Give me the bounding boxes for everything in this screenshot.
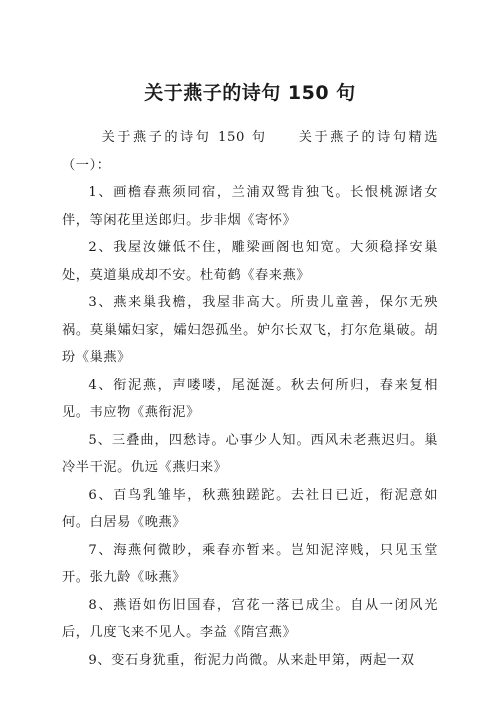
poem-item: 4、衔泥燕，声喽喽，尾涎涎。秋去何所归，春来复相见。韦应物《燕衔泥》: [62, 377, 438, 420]
poem-item: 5、三叠曲，四愁诗。心事少人知。西风未老燕迟归。巢冷半干泥。仇远《燕归来》: [62, 432, 438, 475]
poem-item: 3、燕来巢我檐，我屋非高大。所贵儿童善，保尔无殃祸。莫巢孀妇家，孀妇怨孤坐。妒尔长双飞，打尔危巢破。胡玢《巢燕》: [62, 295, 438, 365]
poem-item: 1、画檐春燕须同宿，兰浦双鸳肯独飞。长恨桃源诸女伴，等闲花里送郎归。步非烟《寄怀》: [62, 185, 438, 228]
poem-item: 2、我屋汝嫌低不住，雕梁画阁也知宽。大须稳择安巢处，莫道巢成却不安。杜荀鹤《春来燕》: [62, 240, 438, 283]
document-body: [62, 124, 438, 674]
document-title: 关于燕子的诗句 150 句: [144, 82, 356, 104]
poem-item: 7、海燕何微眇，乘春亦暂来。岂知泥滓贱，只见玉堂开。张九龄《咏燕》: [62, 542, 438, 585]
poem-item: 8、燕语如伤旧国春，宫花一落已成尘。自从一闭风光后，几度飞来不见人。李益《隋宫燕》: [62, 597, 438, 640]
intro-paragraph: 关于燕子的诗句 150 句 关于燕子的诗句精选（一）：: [62, 130, 438, 173]
poem-item: 6、百鸟乳雏毕，秋燕独蹉跎。去社日已近，衔泥意如何。白居易《晚燕》: [62, 487, 438, 530]
poem-item: 9、变石身犹重，衔泥力尚微。从来赴甲第，两起一双: [88, 652, 415, 668]
